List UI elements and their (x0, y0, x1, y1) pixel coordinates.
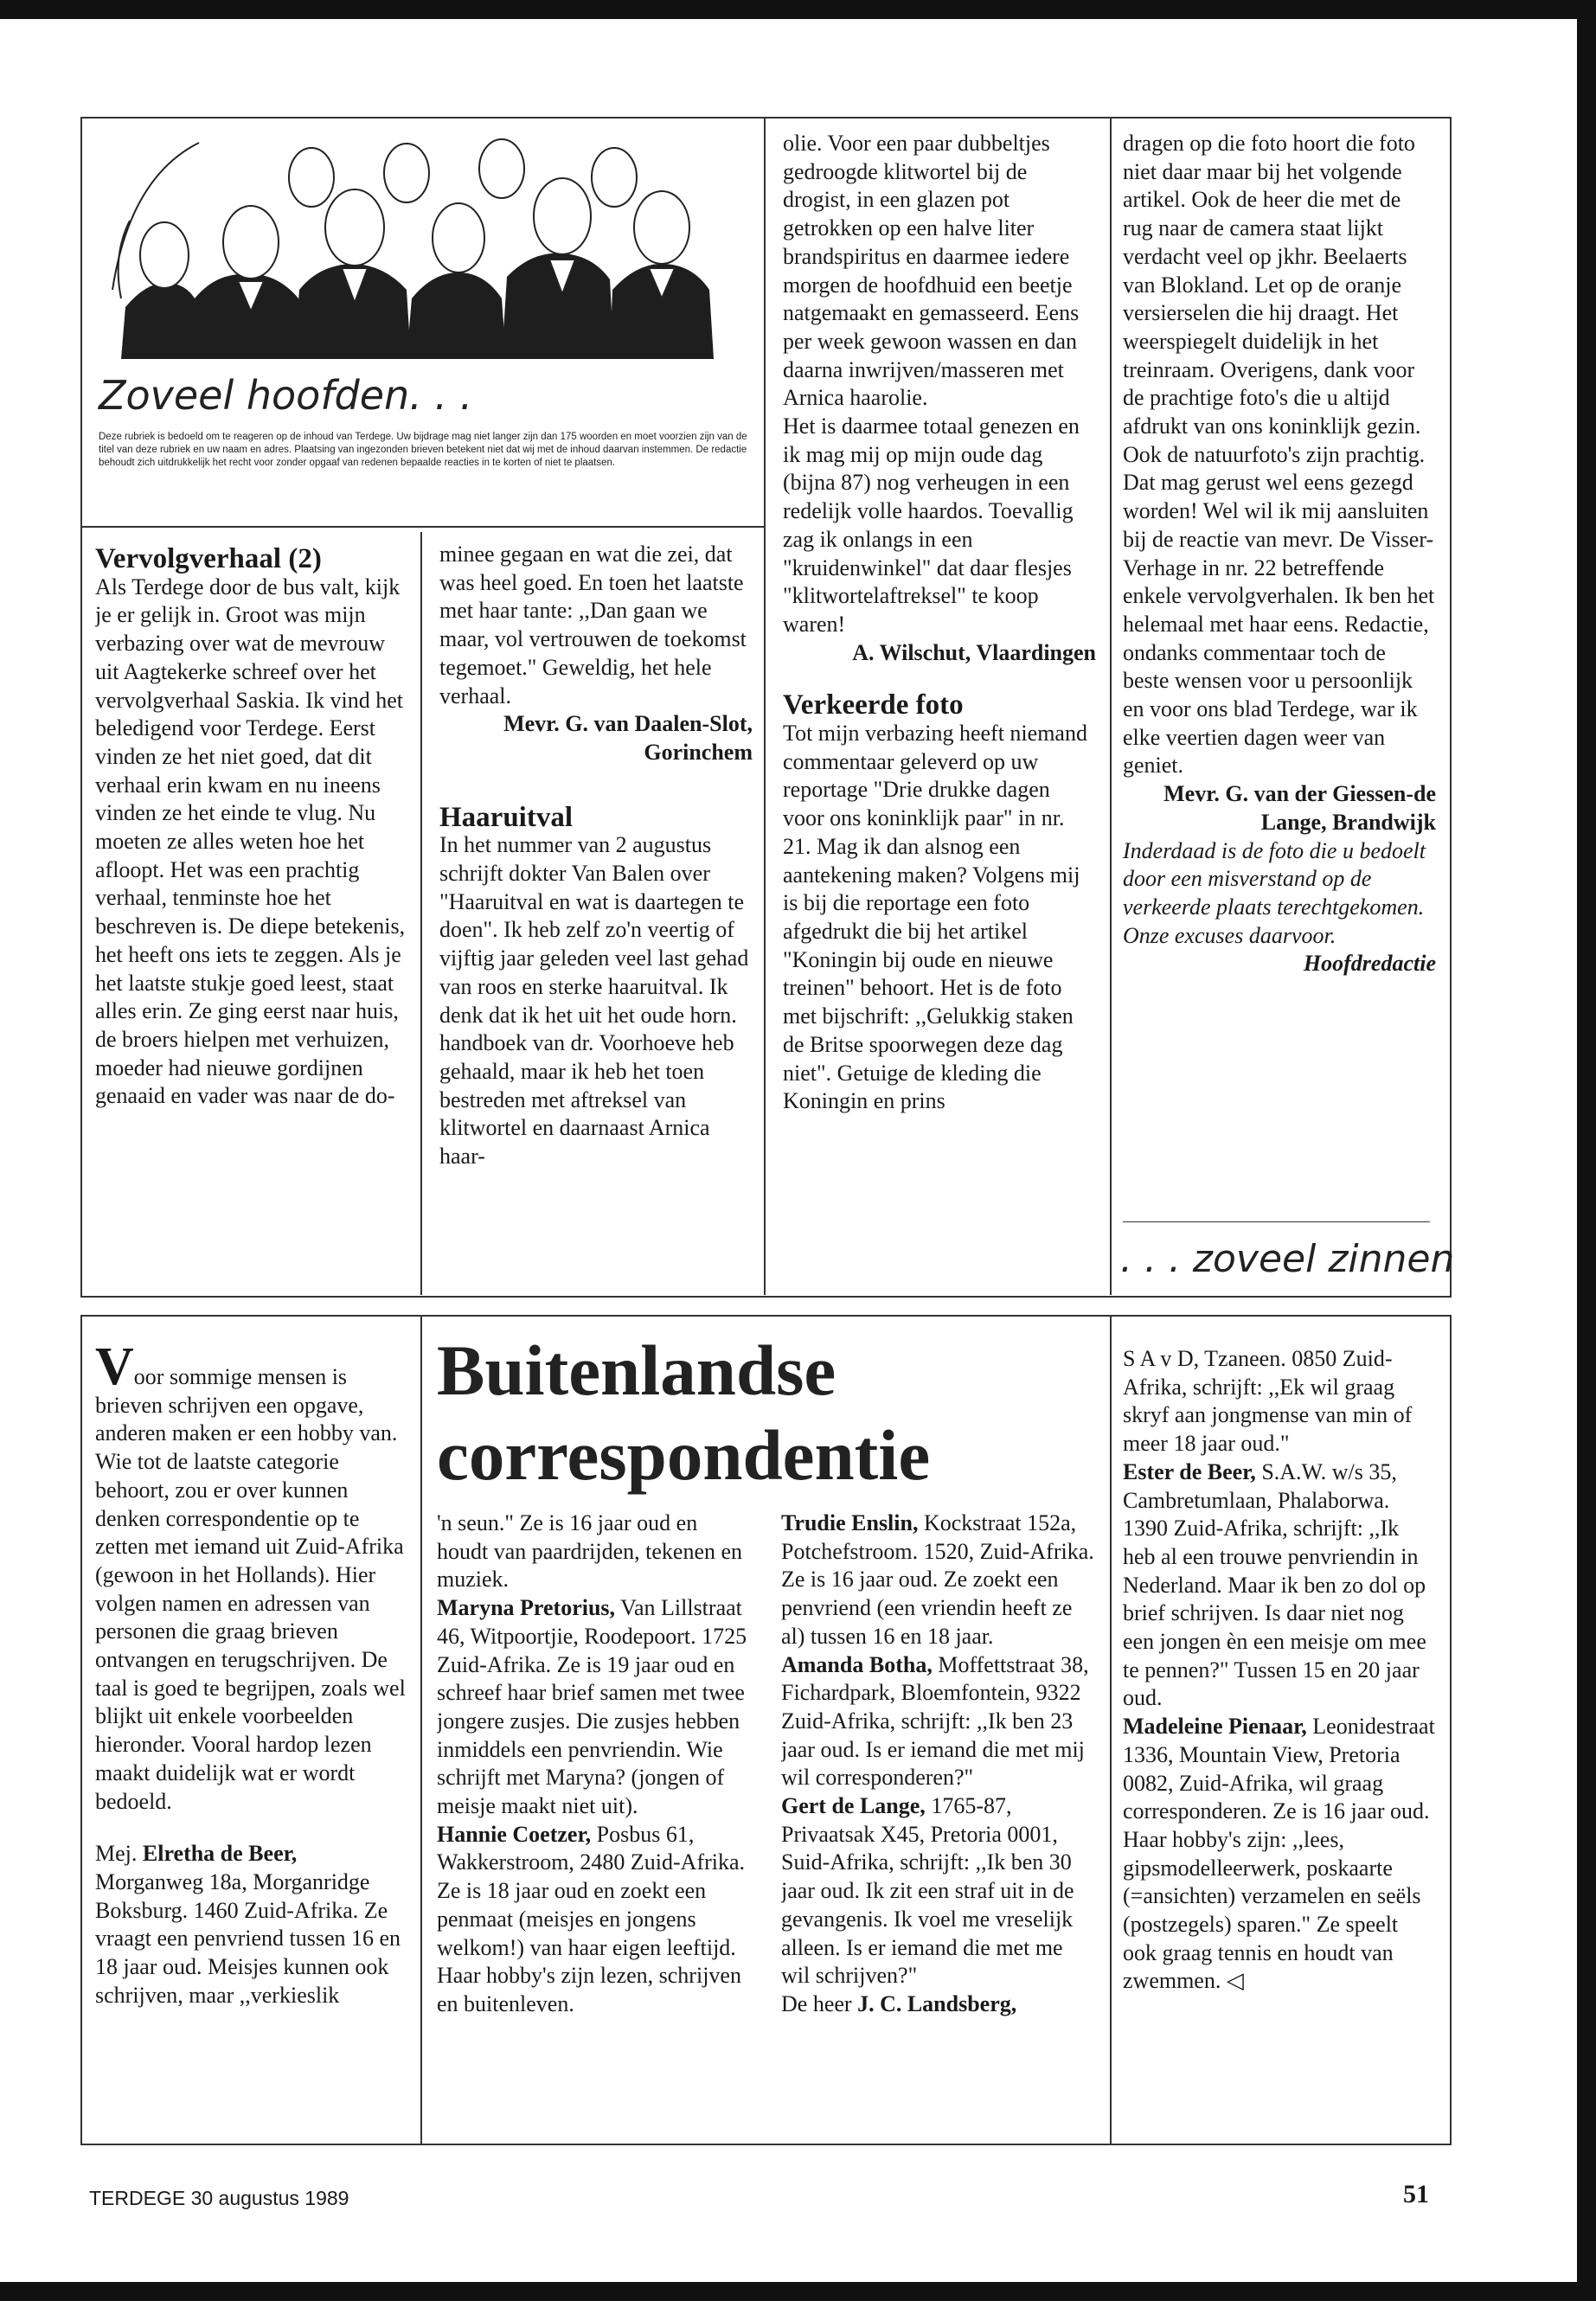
letter1-text-b: minee gegaan en wat die zei, dat was heel goed. En toen het laatste met haar tante: ,,Dan gaan we maar, vol vertrouwen de toekomst tegemoet." Geweldig, het hele verhaal. (439, 542, 747, 708)
closing-rule (1123, 1221, 1430, 1222)
lower-divider-2 (1110, 1317, 1112, 2144)
entry-6 (781, 1792, 1094, 1990)
section-intro (95, 1345, 408, 1816)
lower-divider-1 (420, 1317, 422, 2144)
letter1-text-a: Als Terdege door de bus valt, kijk je er gelijk in. Groot was mijn verbazing over wat de mevrouw uit Aagtekerke schreef over het vervolgverhaal Saskia. Ik vind het beledigend voor Terdege. Eerst vinden ze het niet goed, dat dit verhaal erin kwam en nu ineens vinden ze het einde te vlug. Nu moeten ze alles weten hoe het afloopt. Het was een prachtig verhaal, tenminste hoe het beschreven is. De diepe betekenis, het heeft ons iets te zeggen. Als je het laatste stukje goed leest, staat alles erin. Ze ging eerst naar huis, de broers hielpen met verhuizen, moeder had nieuwe gordijnen genaaid en vader was naar de do- (95, 574, 406, 1109)
drop-cap: V (95, 1345, 134, 1396)
entry-1 (95, 1840, 408, 2009)
entry-4-name: Trudie Enslin, (781, 1510, 919, 1535)
letter2-text-a: In het nummer van 2 augustus schrijft dokter Van Balen over "Haaruitval en wat is daartegen te doen". Ik heb zelf zo'n veertig of vijftig jaar geleden veel last gehad van roos en sterke haaruitval. Ik denk dat ik het uit het oude horn. handboek van dr. Voorhoeve heb gehaald, maar ik heb het toen bestreden met aftreksel van klitwortel en daarnaast Arnica haar- (439, 832, 749, 1170)
divider-intro (80, 526, 764, 528)
entry-4 (781, 1509, 1094, 1651)
entry-1-prefix: Mej. (95, 1841, 138, 1867)
letter3-text-b: dragen op die foto hoort die foto niet daar maar bij het volgende artikel. Ook de heer die met de rug naar de camera staat lijkt verdacht veel op jkhr. Beelaerts van Blokland. Let op de oranje versierselen die hij draagt. Het weerspiegelt duidelijk in het treinraam. Overigens, dank voor de prachtige foto's die u altijd afdrukt van ons koninklijk gezin. Ook de natuurfoto's zijn prachtig. Dat mag gerust wel eens gezegd worden! Wel wil ik mij aansluiten bij de reactie van mevr. De Visser-Verhage in nr. 22 betreffende enkele vervolgverhalen. Ik ben het helemaal met haar eens. Redactie, ondanks commentaar toch de beste wensen voor u persoonlijk en voor ons blad Terdege, war ik elke veertien dagen weer van geniet. (1123, 131, 1435, 779)
section-title: Buitenlandse correspondentie (437, 1330, 931, 1495)
entry-3 (437, 1821, 750, 2019)
editor-signature: Hoofdredactie (1303, 951, 1436, 977)
column-4 (1123, 130, 1436, 1211)
people-illustration (95, 125, 753, 359)
heading-haaruitval: Haaruitval (439, 801, 573, 833)
entry-1-text: Morganweg 18a, Morganridge Boksburg. 1460 Zuid-Afrika. Ze vraagt een penvriend tussen 16 en 18 jaar oud. Meisjes kunnen ook schrijven, maar ,,verkieslik (95, 1868, 401, 2008)
letter3-signature: Mevr. G. van der Giessen-de Lange, Brandwijk (1163, 781, 1436, 835)
letter1-signature: Mevr. G. van Daalen-Slot, Gorinchem (503, 711, 753, 765)
entry-1-cont: 'n seun." Ze is 16 jaar oud en houdt van paardrijden, tekenen en muziek. (437, 1510, 743, 1593)
closing-title: . . . zoveel zinnen (1120, 1237, 1455, 1281)
letter2-text-c: Het is daarmee totaal genezen en ik mag mij op mijn oude dag (bijna 87) nog verheugen in een redelijk volle haardos. Toevallig zag ik onlangs in een "kruidenwinkel" dat daar flesjes "klitwortelaftreksel" te koop waren! (783, 413, 1080, 637)
lower-column-1 (95, 1345, 408, 2141)
entry-7-prefix: De heer (781, 1990, 852, 2016)
letter2-signature: A. Wilschut, Vlaardingen (852, 639, 1096, 665)
entry-9 (1123, 1713, 1436, 1996)
footer-publication: TERDEGE 30 augustus 1989 (89, 2187, 349, 2209)
column-1 (95, 545, 408, 1289)
bottom-border (0, 2282, 1596, 2301)
page-number: 51 (1403, 2180, 1429, 2208)
rubric-intro: Deze rubriek is bedoeld om te reageren op de inhoud van Terdege. Uw bijdrage mag niet langer zijn dan 175 woorden en moet voorzien zijn van de titel van deze rubriek en uw naam en adres. Plaatsing van ingezonden brieven betekent niet dat wij met de inhoud daarvan instemmen. De redactie behoudt zich uitdrukkelijk het recht voor zonder opgaaf van redenen bepaalde reacties in te korten of niet te plaatsen. (99, 432, 747, 468)
column-2 (439, 541, 753, 1293)
entry-4-text: Kockstraat 152a, Potchefstroom. 1520, Zuid-Afrika. Ze is 16 jaar oud. Ze zoekt een penvriend (een vriendin heeft ze al) tussen 16 en 18 jaar. (781, 1510, 1094, 1649)
entry-7-name: J. C. Landsberg, (857, 1990, 1017, 2016)
entry-7-text: S A v D, Tzaneen. 0850 Zuid-Afrika, schrijft: ,,Ek wil graag skryf aan jongmense van min of meer 18 jaar oud." (1123, 1346, 1413, 1457)
top-border (0, 0, 1596, 19)
entry-8 (1123, 1458, 1436, 1713)
section-intro-text: oor sommige mensen is brieven schrijven een opgave, anderen maken er een hobby van. Wie tot de laatste categorie behoort, zou er over kunnen denken correspondentie op te zetten met iemand uit Zuid-Afrika (gewoon in het Hollands). Hier volgen namen en adressen van personen die graag brieven ontvangen en terugschrijven. De taal is goed te begrijpen, zoals wel blijkt uit enkele voorbeelden hieronder. Vooral hardop lezen maakt duidelijk wat er wordt bedoeld. (95, 1364, 406, 1814)
entry-5-name: Amanda Botha, (781, 1651, 933, 1677)
lower-column-3 (781, 1509, 1094, 2141)
entry-9-name: Madeleine Pienaar, (1123, 1714, 1307, 1740)
entry-1-name: Elretha de Beer, (142, 1841, 298, 1867)
entry-2 (437, 1594, 750, 1821)
page-title: Zoveel hoofden. . . (99, 372, 473, 419)
heading-verkeerde-foto: Verkeerde foto (783, 689, 964, 721)
entry-2-name: Maryna Pretorius, (437, 1595, 616, 1621)
entry-5 (781, 1651, 1094, 1793)
entry-6-text: 1765-87, Privaatsak X45, Pretoria 0001, Suid-Afrika, schrijft: ,,Ik ben 30 jaar oud. Ik zit een straf uit in de gevangenis. Ik voel me vreselijk alleen. Is er iemand die met me wil schrijven?" (781, 1793, 1074, 1989)
letter2-text-b: olie. Voor een paar dubbeltjes gedroogde klitwortel bij de drogist, in een glazen pot getrokken op een halve liter brandspiritus en daarmee iedere morgen de hoofdhuid een beetje natgemaakt en gemasseerd. Eens per week gewoon wassen en dan daarna inwrijven/masseren met Arnica haarolie. (783, 131, 1080, 411)
col-divider-2 (764, 119, 766, 1295)
entry-5-text: Moffettstraat 38, Fichardpark, Bloemfontein, 9322 Zuid-Afrika, schrijft: ,,Ik ben 23 jaar oud. Is er iemand die met mij wil corresponderen?" (781, 1651, 1089, 1791)
heading-vervolgverhaal: Vervolgverhaal (2) (95, 545, 322, 574)
column-3 (783, 130, 1096, 1289)
editor-note: Inderdaad is de foto die u bedoelt door een misverstand op de verkeerde plaats terechtgekomen. Onze excuses daarvoor. (1123, 837, 1426, 948)
col-divider-1 (420, 532, 422, 1295)
lower-column-2 (437, 1509, 750, 2141)
right-border (1577, 0, 1596, 2301)
entry-8-text: S.A.W. w/s 35, Cambretumlaan, Phalaborwa. 1390 Zuid-Afrika, schrijft: ,,Ik heb al een trouwe penvriendin in Nederland. Maar ik ben zo dol op brief schrijven. Is daar niet nog een jongen èn een meisje om mee te pennen?" Tussen 15 en 20 jaar oud. (1123, 1458, 1426, 1711)
entry-8-name: Ester de Beer, (1123, 1458, 1256, 1484)
entry-2-text: Van Lillstraat 46, Witpoortjie, Roodepoort. 1725 Zuid-Afrika. Ze is 19 jaar oud en schreef haar brief samen met twee jongere zusjes. Die zusjes hebben inmiddels een penvriendin. Wie schrijft met Maryna? (jongen of meisje maakt niet uit). (437, 1595, 747, 1819)
lower-column-4 (1123, 1345, 1436, 2141)
letter3-text-a: Tot mijn verbazing heeft niemand commentaar geleverd op uw reportage "Drie drukke dagen voor ons koninklijk paar" in nr. 21. Mag ik dan alsnog een aantekening maken? Volgens mij is bij die reportage een foto afgedrukt die bij het artikel "Koningin bij oude en nieuwe treinen" behoort. Het is de foto met bijschrift: ,,Gelukkig staken de Britse spoorwegen deze dag niet". Getuige de kleding die Koningin en prins (783, 721, 1087, 1114)
entry-7-start (781, 1990, 1094, 2019)
entry-3-text: Posbus 61, Wakkerstroom, 2480 Zuid-Afrika. Ze is 18 jaar oud en zoekt een penmaat (meisjes en jongens welkom!) van haar eigen leeftijd. Haar hobby's zijn lezen, schrijven en buitenleven. (437, 1821, 746, 2016)
entry-9-text: Leonidestraat 1336, Mountain View, Pretoria 0082, Zuid-Afrika, wil graag corresponderen. Ze is 16 jaar oud. Haar hobby's zijn: ,,lees, gipsmodelleerwerk, poskaarte (=ansichten) verzamelen en seëls (postzegels) sparen." Ze speelt ook graag tennis en houdt van zwemmen. (1123, 1714, 1435, 1994)
entry-3-name: Hannie Coetzer, (437, 1821, 592, 1847)
entry-6-name: Gert de Lange, (781, 1793, 926, 1819)
end-mark-icon: ◁ (1226, 1968, 1244, 1994)
col-divider-3 (1110, 119, 1112, 1295)
